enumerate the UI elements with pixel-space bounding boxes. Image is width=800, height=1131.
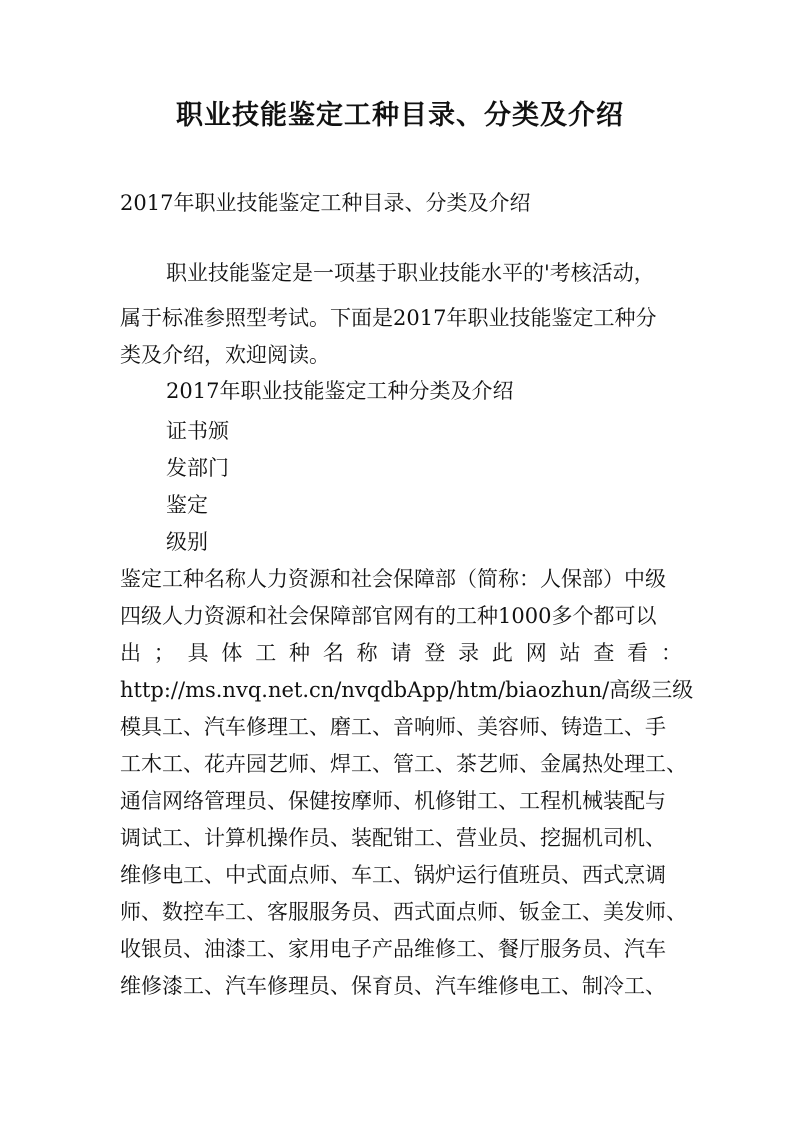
body-line: 四级人力资源和社会保障部官网有的工种1000多个都可以 <box>120 604 657 628</box>
intro-line: 职业技能鉴定是一项基于职业技能水平的'考核活动， <box>166 261 655 285</box>
table-header-cell: 证书颁 <box>166 419 229 443</box>
body-line: 维修漆工、汽车修理员、保育员、汽车维修电工、制冷工、 <box>120 974 666 998</box>
body-line: 通信网络管理员、保健按摩师、机修钳工、工程机械装配与 <box>120 789 666 813</box>
table-header-cell: 发部门 <box>166 456 229 480</box>
body-line: 调试工、计算机操作员、装配钳工、营业员、挖掘机司机、 <box>120 826 666 850</box>
subtitle: 2017年职业技能鉴定工种目录、分类及介绍 <box>120 191 531 215</box>
table-header-cell: 鉴定 <box>166 493 208 517</box>
table-header-cell: 级别 <box>166 530 208 554</box>
intro-line: 类及介绍，欢迎阅读。 <box>120 343 330 367</box>
body-line: 维修电工、中式面点师、车工、锅炉运行值班员、西式烹调 <box>120 863 666 887</box>
page-title: 职业技能鉴定工种目录、分类及介绍 <box>176 100 624 131</box>
body-line: 工木工、花卉园艺师、焊工、管工、茶艺师、金属热处理工、 <box>120 752 687 776</box>
body-line: 师、数控车工、客服服务员、西式面点师、钣金工、美发师、 <box>120 900 687 924</box>
body-line: http://ms.nvq.net.cn/nvqdbApp/htm/biaozhun/高级三级 <box>120 678 694 702</box>
section-heading: 2017年职业技能鉴定工种分类及介绍 <box>166 379 514 403</box>
body-line: 出；具体工种名称请登录此网站查看： <box>120 641 682 665</box>
body-line: 收银员、油漆工、家用电子产品维修工、餐厅服务员、汽车 <box>120 937 666 961</box>
body-line: 模具工、汽车修理工、磨工、音响师、美容师、铸造工、手 <box>120 715 666 739</box>
body-line: 鉴定工种名称人力资源和社会保障部（简称：人保部）中级 <box>120 567 666 591</box>
intro-line: 属于标准参照型考试。下面是2017年职业技能鉴定工种分 <box>120 306 657 330</box>
